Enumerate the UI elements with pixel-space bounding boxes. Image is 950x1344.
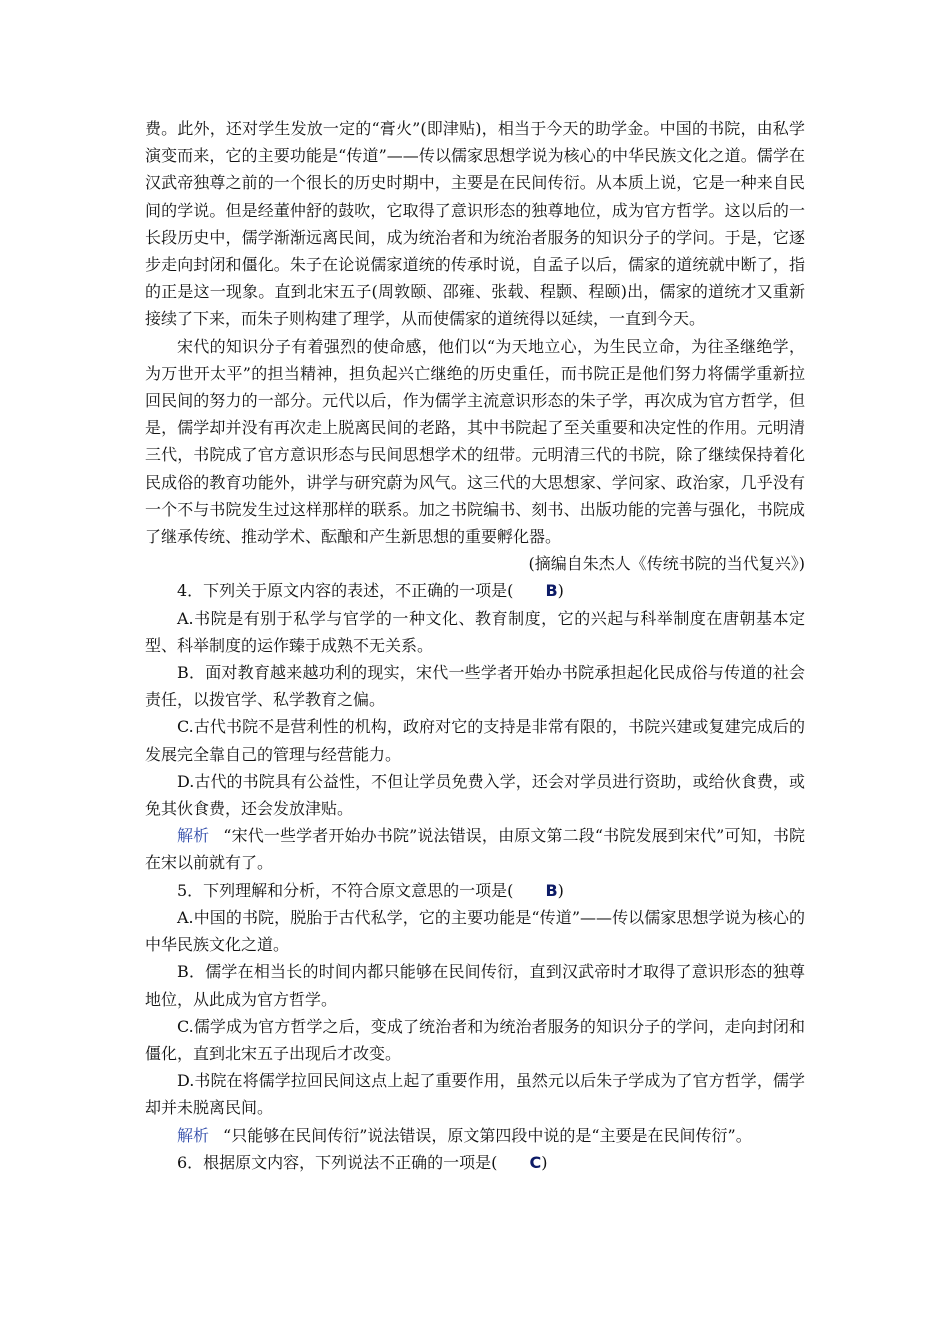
- explanation: [145, 1122, 805, 1149]
- explanation-label: 解析: [177, 1125, 210, 1145]
- option-c: C.儒学成为官方哲学之后，变成了统治者和为统治者服务的知识分子的学问，走向封闭和僵化，直到北宋五子出现后才改变。: [145, 1016, 805, 1063]
- question-6: [145, 1149, 805, 1176]
- option-d: D.古代的书院具有公益性，不但让学员免费入学，还会对学员进行资助，或给伙食费，或免其伙食费，还会发放津贴。: [145, 771, 805, 819]
- document-page: [145, 115, 805, 1176]
- option-d: D.书院在将儒学拉回民间这点上起了重要作用，虽然元以后朱子学成为了官方哲学，儒学却并未脱离民间。: [145, 1071, 805, 1118]
- answer-letter: C: [529, 1152, 542, 1172]
- explanation-label: 解析: [177, 826, 210, 846]
- question-stem-close: ): [541, 1152, 548, 1172]
- passage-paragraph-1: 费。此外，还对学生发放一定的“膏火”(即津贴)，相当于今天的助学金。中国的书院，由私学演变而来，它的主要功能是“传道”——传以儒家思想学说为核心的中华民族文化之道。儒学在汉武帝独尊之前的一个很长的历史时期中，主要是在民间传衍。从本质上说，它是一种来自民间的学说。但是经董仲舒的鼓吹，它取得了意识形态的独尊地位，成为官方哲学。这以后的一长段历史中，儒学渐渐远离民间，成为统治者和为统治者服务的知识分子的学问。于是，它逐步走向封闭和僵化。朱子在论说儒家道统的传承时说，自孟子以后，儒家的道统就中断了，指的正是这一现象。直到北宋五子(周敦颐、邵雍、张载、程颢、程颐)出，儒家的道统才又重新接续了下来，而朱子则构建了理学，从而使儒家的道统得以延续，一直到今天。: [145, 119, 805, 329]
- answer-letter: B: [545, 880, 558, 900]
- explanation-text: “只能够在民间传衍”说法错误，原文第四段中说的是“主要是在民间传衍”。: [223, 1125, 752, 1145]
- passage-paragraph-2: 宋代的知识分子有着强烈的使命感，他们以“为天地立心，为生民立命，为往圣继绝学，为万世开太平”的担当精神，担负起兴亡继绝的历史重任，而书院正是他们努力将儒学重新拉回民间的努力的一部分。元代以后，作为儒学主流意识形态的朱子学，再次成为官方哲学，但是，儒学却并没有再次走上脱离民间的老路，其中书院起了至关重要和决定性的作用。元明清三代，书院成了官方意识形态与民间思想学术的纽带。元明清三代的书院，除了继续保持着化民成俗的教育功能外，讲学与研究蔚为风气。这三代的大思想家、学问家、政治家，几乎没有一个不与书院发生过这样那样的联系。加之书院编书、刻书、出版功能的完善与强化，书院成了继承传统、推动学术、酝酿和产生新思想的重要孵化器。: [145, 336, 805, 547]
- option-b: B．儒学在相当长的时间内都只能够在民间传衍，直到汉武帝时才取得了意识形态的独尊地位，从此成为官方哲学。: [145, 962, 805, 1009]
- question-5: [145, 877, 805, 1149]
- explanation: [145, 822, 805, 876]
- question-stem: [145, 1149, 805, 1176]
- question-stem: [145, 577, 805, 604]
- answer-letter: B: [545, 581, 558, 601]
- question-stem-close: ): [557, 581, 564, 601]
- passage-source: (摘编自朱杰人《传统书院的当代复兴》): [528, 554, 805, 574]
- question-stem-text: 6．根据原文内容，下列说法不正确的一项是(: [177, 1152, 498, 1172]
- option-a: A.中国的书院，脱胎于古代私学，它的主要功能是“传道”——传以儒家思想学说为核心的中华民族文化之道。: [145, 907, 805, 955]
- question-stem: [145, 877, 805, 904]
- question-4: [145, 577, 805, 876]
- question-stem-close: ): [557, 880, 564, 900]
- question-stem-text: 5．下列理解和分析，不符合原文意思的一项是(: [177, 880, 514, 900]
- option-a: A.书院是有别于私学与官学的一种文化、教育制度，它的兴起与科举制度在唐朝基本定型、科举制度的运作臻于成熟不无关系。: [145, 608, 805, 655]
- option-b: B．面对教育越来越功利的现实，宋代一些学者开始办书院承担起化民成俗与传道的社会责任，以拨官学、私学教育之偏。: [145, 663, 805, 710]
- question-stem-text: 4．下列关于原文内容的表述，不正确的一项是(: [177, 581, 514, 601]
- explanation-text: “宋代一些学者开始办书院”说法错误，由原文第二段“书院发展到宋代”可知，书院在宋以前就有了。: [145, 826, 805, 873]
- option-c: C.古代书院不是营利性的机构，政府对它的支持是非常有限的，书院兴建或复建完成后的发展完全靠自己的管理与经营能力。: [145, 717, 805, 764]
